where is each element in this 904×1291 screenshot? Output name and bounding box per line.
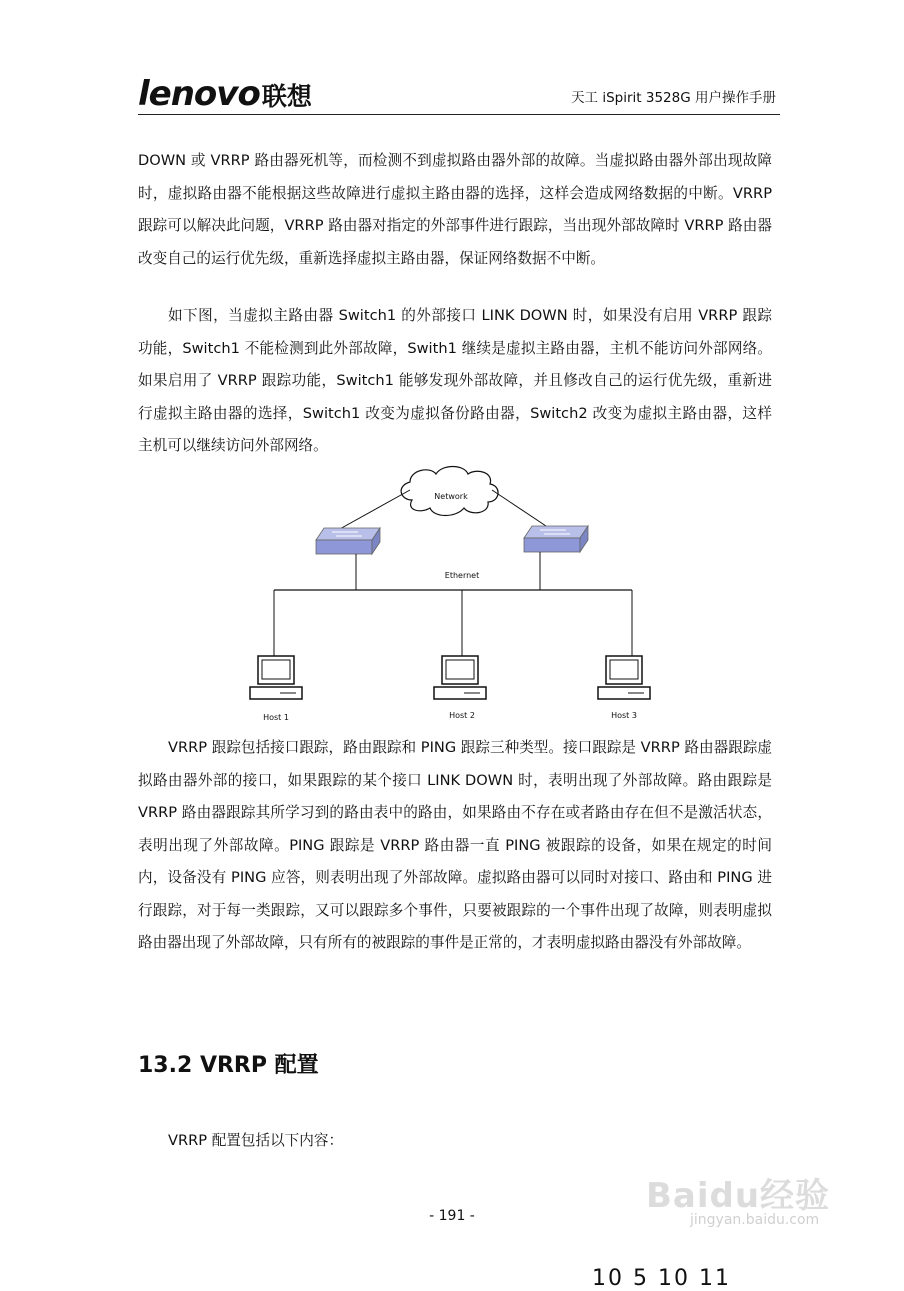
- manual-title: 天工 iSpirit 3528G 用户操作手册: [571, 90, 776, 106]
- paragraph-3: VRRP 跟踪包括接口跟踪，路由跟踪和 PING 跟踪三种类型。接口跟踪是 VRRP 路由器跟踪虚拟路由器外部的接口，如果跟踪的某个接口 LINK DOWN 时，表明出现了外部故障。路由跟踪是 VRRP 路由器跟踪其所学习到的路由表中的路由，如果路由不存在或者路由存在但不是激活状态，表明出现了外部故障。PING 跟踪是 VRRP 路由器一直 PING 被跟踪的设备，如果在规定的时间内，设备没有 PING 应答，则表明出现了外部故障。虚拟路由器可以同时对接口、路由和 PING 进行跟踪，对于每一类跟踪，又可以跟踪多个事件，只要被跟踪的一个事件出现了故障，则表明虚拟路由器出现了外部故障，只有所有的被跟踪的事件是正常的，才表明虚拟路由器没有外部故障。: [138, 739, 772, 951]
- paragraph-2: 如下图，当虚拟主路由器 Switch1 的外部接口 LINK DOWN 时，如果没有启用 VRRP 跟踪功能，Switch1 不能检测到此外部故障，Swith1 继续是虚拟主路由器，主机不能访问外部网络。如果启用了 VRRP 跟踪功能，Switch1 能够发现外部故障，并且修改自己的运行优先级，重新进行虚拟主路由器的选择，Switch1 改变为虚拟备份路由器，Switch2 改变为虚拟主路由器，这样主机可以继续访问外部网络。: [138, 307, 772, 454]
- network-label: Network: [434, 492, 468, 501]
- ethernet-label: Ethernet: [444, 571, 480, 580]
- link-line: [338, 490, 410, 530]
- link-line: [492, 490, 546, 526]
- watermark-logo: Baidu经验: [646, 1176, 831, 1216]
- network-cloud-icon: [401, 467, 498, 516]
- logo-cn-text: 联想: [261, 82, 312, 111]
- host1-computer-icon: [250, 656, 302, 699]
- paragraph-4: VRRP 配置包括以下内容：: [168, 1132, 344, 1149]
- host3-label: Host 3: [611, 711, 637, 720]
- page-header: [138, 74, 780, 115]
- logo-text: lenovo: [138, 74, 260, 114]
- host2-computer-icon: [434, 656, 486, 699]
- host2-label: Host 2: [449, 711, 475, 720]
- lenovo-logo: [138, 76, 312, 115]
- section-title: 13.2 VRRP 配置: [138, 1053, 319, 1078]
- switch1-icon: [316, 528, 380, 554]
- page-number: - 191 -: [429, 1208, 475, 1224]
- watermark-url: jingyan.baidu.com: [690, 1212, 820, 1228]
- host1-label: Host 1: [263, 713, 289, 722]
- switch2-icon: [524, 526, 588, 552]
- paragraph-1: DOWN 或 VRRP 路由器死机等，而检测不到虚拟路由器外部的故障。当虚拟路由器外部出现故障时，虚拟路由器不能根据这些故障进行虚拟主路由器的选择，这样会造成网络数据的中断。VRRP 跟踪可以解决此问题，VRRP 路由器对指定的外部事件进行跟踪，当出现外部故障时 VRRP 路由器改变自己的运行优先级，重新选择虚拟主路由器，保证网络数据不中断。: [138, 152, 772, 267]
- bottom-cut-text: 10 5 10 11: [592, 1266, 731, 1291]
- baidu-watermark: [642, 1160, 862, 1240]
- host3-computer-icon: [598, 656, 650, 699]
- vrrp-network-diagram: [240, 462, 670, 732]
